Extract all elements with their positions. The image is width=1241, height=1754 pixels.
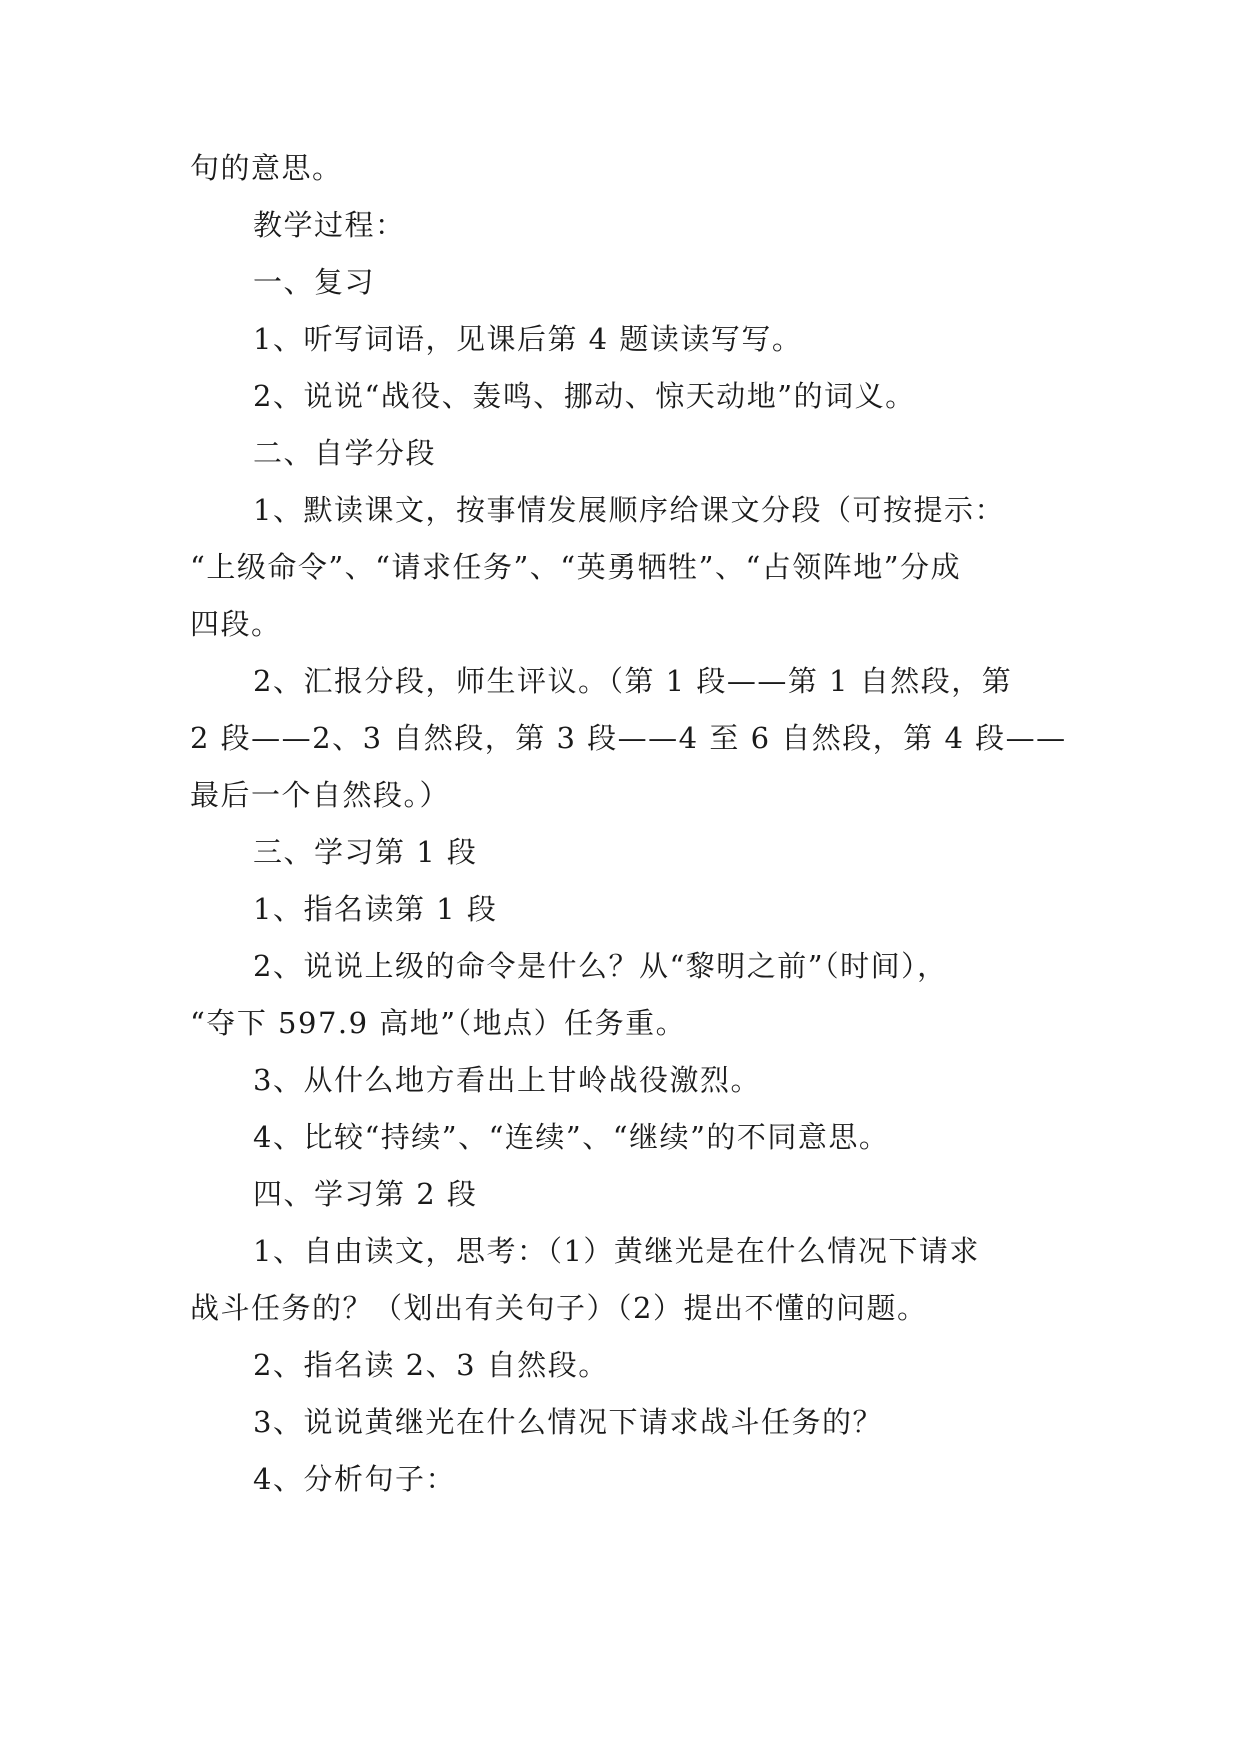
- list-item: 1、默读课文，按事情发展顺序给课文分段（可按提示：: [253, 493, 1005, 527]
- text-line: “上级命令”、“请求任务”、“英勇牺牲”、“占领阵地”分成: [190, 550, 962, 584]
- list-item: 3、说说黄继光在什么情况下请求战斗任务的？: [253, 1405, 883, 1439]
- list-item: 1、自由读文，思考：（1）黄继光是在什么情况下请求: [253, 1234, 980, 1268]
- section-heading: 二、自学分段: [253, 436, 437, 470]
- text-line: 2 段——2、3 自然段，第 3 段——4 至 6 自然段，第 4 段——: [190, 721, 1067, 755]
- list-item: 2、说说上级的命令是什么？从“黎明之前”（时间），: [253, 949, 948, 983]
- list-item: 4、比较“持续”、“连续”、“继续”的不同意思。: [253, 1120, 890, 1154]
- text-line: 战斗任务的？（划出有关句子）（2）提出不懂的问题。: [190, 1291, 928, 1325]
- list-item: 1、听写词语，见课后第 4 题读读写写。: [253, 322, 803, 356]
- text-line: “夺下 597.9 高地”（地点）任务重。: [190, 1006, 687, 1040]
- list-item: 2、指名读 2、3 自然段。: [253, 1348, 609, 1382]
- list-item: 1、指名读第 1 段: [253, 892, 498, 926]
- section-heading: 四、学习第 2 段: [253, 1177, 478, 1211]
- section-heading: 教学过程：: [253, 208, 406, 242]
- list-item: 2、说说“战役、轰鸣、挪动、惊天动地”的词义。: [253, 379, 916, 413]
- text-line: 四段。: [190, 607, 282, 641]
- list-item: 2、汇报分段，师生评议。（第 1 段——第 1 自然段，第: [253, 664, 1013, 698]
- text-line: 最后一个自然段。）: [190, 778, 451, 812]
- list-item: 4、分析句子：: [253, 1462, 456, 1496]
- section-heading: 一、复习: [253, 265, 376, 299]
- list-item: 3、从什么地方看出上甘岭战役激烈。: [253, 1063, 761, 1097]
- text-line: 句的意思。: [190, 151, 343, 185]
- section-heading: 三、学习第 1 段: [253, 835, 478, 869]
